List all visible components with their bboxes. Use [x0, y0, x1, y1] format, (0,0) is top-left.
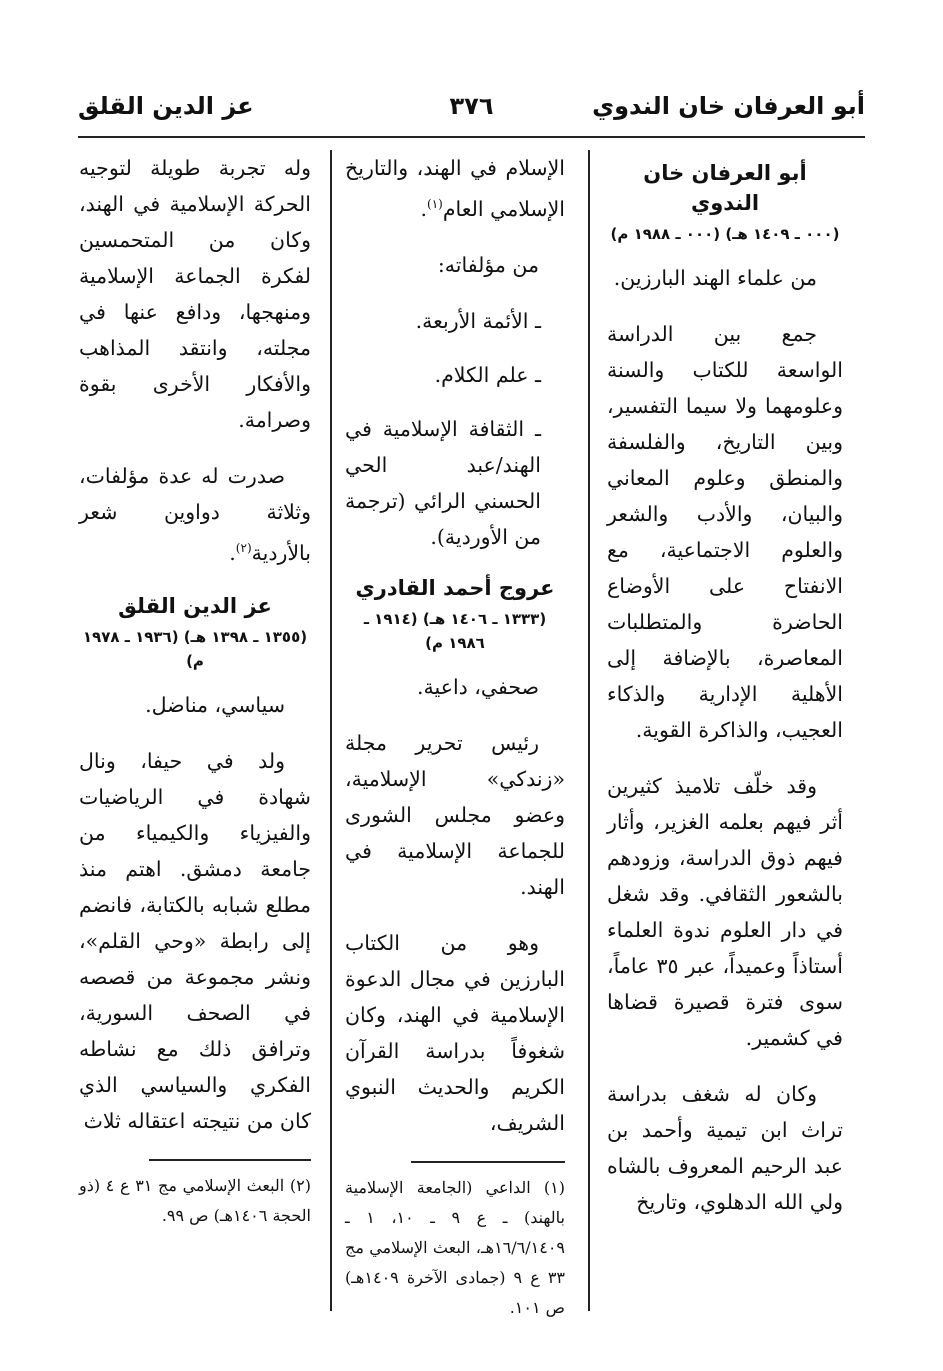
paragraph-text: صدرت له عدة مؤلفات، وثلاثة دواوين شعر بالأردية: [79, 464, 311, 565]
list-item: ـ الثقافة الإسلامية في الهند/عبد الحي الحسني الرائي (ترجمة من الأوردية).: [345, 416, 541, 549]
header-left-name: عز الدين القلق: [78, 92, 254, 120]
paragraph: سياسي، مناضل.: [145, 692, 285, 717]
paragraph: وكان له شغف بدراسة تراث ابن تيمية وأحمد بن عبد الرحيم المعروف بالشاه ولي الله الدهلوي، وتاريخ: [607, 1082, 843, 1214]
footnote-ref: (٢): [235, 541, 252, 555]
paragraph: [79, 458, 311, 571]
paragraph: صحفي، داعية.: [417, 674, 539, 699]
column-middle: [345, 150, 565, 1323]
entry-dates: (٠٠٠ ـ ١٤٠٩ هـ) (٠٠٠ ـ ١٩٨٨ م): [610, 225, 840, 243]
footnote-rule: [411, 1161, 565, 1163]
column-right: [607, 150, 843, 1240]
entry-title: عروج أحمد القادري: [355, 575, 555, 600]
works-list: [345, 303, 565, 555]
paragraph: وقد خلّف تلاميذ كثيرين أثر فيهم بعلمه الغزير، وأثار فيهم ذوق الدراسة، وزودهم بالشعور الثقافي. وقد شغل في دار العلوم ندوة العلماء أستاذاً وعميداً، عبر ٣٥ عاماً، سوى فترة قصيرة قضاها في كشمير.: [607, 774, 844, 1050]
paragraph: [345, 150, 565, 227]
entry-title: أبو العرفان خان الندوي: [643, 161, 807, 215]
paragraph: جمع بين الدراسة الواسعة للكتاب والسنة وعلومهما ولا سيما التفسير، وبين التاريخ، والفلسفة والمنطق وعلوم المعاني والبيان، والأدب والشعر والعلوم الاجتماعية، مع الانفتاح على الأوضاع الحاضرة والمتطلبات المعاصرة، بالإضافة إلى الأهلية الإدارية والذكاء العجيب، والذاكرة القوية.: [607, 322, 843, 742]
paragraph-end: .: [420, 196, 428, 221]
paragraph: من علماء الهند البارزين.: [613, 266, 817, 290]
header-right-name: أبو العرفان خان الندوي: [592, 92, 865, 120]
entry-dates: (١٣٣٣ ـ ١٤٠٦ هـ) (١٩١٤ ـ ١٩٨٦ م): [363, 609, 547, 652]
column-left: [79, 150, 311, 1231]
footnote-rule: [149, 1159, 311, 1161]
paragraph: رئيس تحرير مجلة «زندكي» الإسلامية، وعضو مجلس الشورى للجماعة الإسلامية في الهند.: [345, 730, 565, 899]
entry-title: عز الدين القلق: [118, 593, 272, 618]
header-rule: [78, 136, 865, 138]
works-intro: من مؤلفاته:: [437, 252, 539, 277]
paragraph: وله تجربة طويلة لتوجيه الحركة الإسلامية في الهند، وكان من المتحمسين لفكرة الجماعة الإسلامية ومنهجها، ودافع عنها في مجلته، وانتقد المذاهب والأفكار الأخرى بقوة وصرامة.: [79, 156, 311, 432]
list-item: ـ الأئمة الأربعة.: [415, 308, 541, 333]
column-divider-left: [330, 150, 332, 1311]
footnote: (١) الداعي (الجامعة الإسلامية بالهند) ـ ع ٩ ـ ١٠، ١ ـ ١٦/٦/١٤٠٩هـ، البعث الإسلامي مج ٣٣ ع ٩ (جمادى الآخرة ١٤٠٩هـ) ص ١٠١.: [345, 1177, 566, 1317]
paragraph: وهو من الكتاب البارزين في مجال الدعوة الإسلامية في الهند، وكان شغوفاً بدراسة القرآن الكريم والحديث النبوي الشريف،: [345, 930, 565, 1135]
page-number: ٣٧٦: [449, 92, 494, 120]
paragraph-text: الإسلام في الهند، والتاريخ الإسلامي العام: [345, 156, 565, 221]
list-item: ـ علم الكلام.: [434, 362, 541, 387]
running-header: [78, 92, 865, 132]
entry-dates: (١٣٥٥ ـ ١٣٩٨ هـ) (١٩٣٦ ـ ١٩٧٨ م): [82, 627, 308, 670]
footnote-ref: (١): [427, 197, 443, 211]
footnote: (٢) البعث الإسلامي مج ٣١ ع ٤ (ذو الحجة ١٤٠٦هـ) ص ٩٩.: [79, 1175, 311, 1225]
paragraph-end: .: [229, 540, 236, 565]
paragraph: ولد في حيفا، ونال شهادة في الرياضيات والفيزياء والكيمياء من جامعة دمشق. اهتم منذ مطلع شبابه بالكتابة، فانضم إلى رابطة «وحي القلم»، ونشر مجموعة من قصصه في الصحف السورية، وترافق ذلك مع نشاطه الفكري والسياسي الذي كان من نتيجته اعتقاله ثلاث: [79, 748, 311, 1133]
column-divider-right: [588, 150, 590, 1311]
